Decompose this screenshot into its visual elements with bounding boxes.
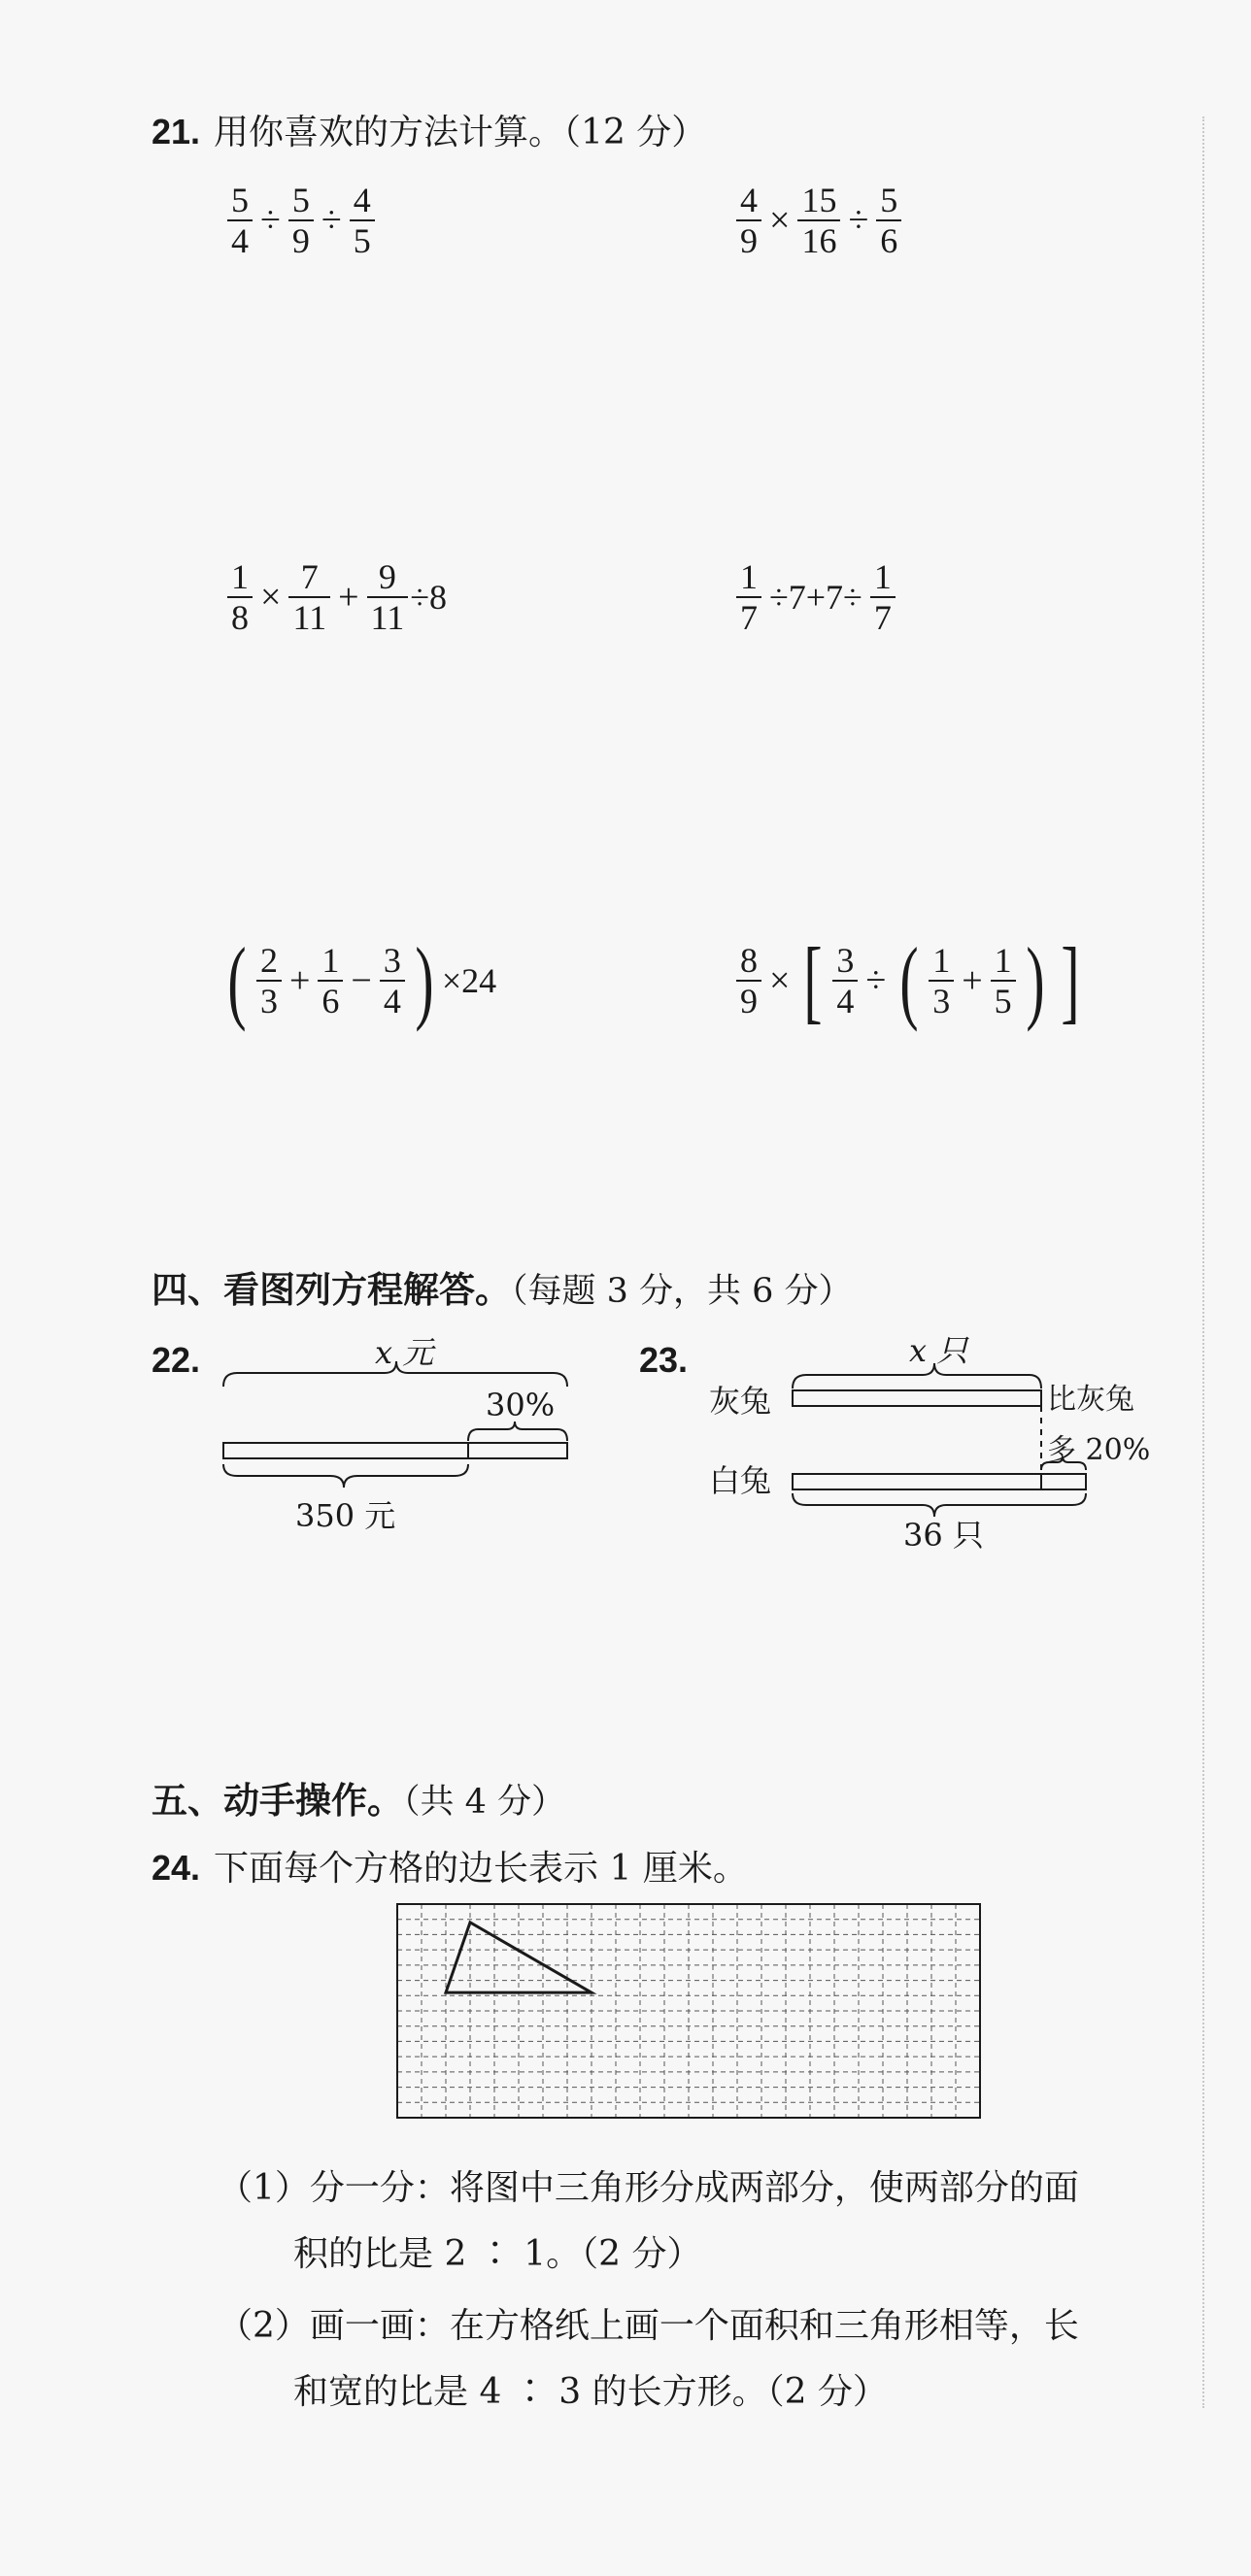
left-bracket: [ (803, 928, 824, 1032)
right-paren: ) (415, 928, 434, 1032)
operator: × (769, 200, 791, 241)
fraction: $\frac{5}{4}$ (227, 181, 253, 260)
q23-side-label-2: 多 20% (1047, 1433, 1151, 1467)
section-5-heading (152, 1771, 565, 1823)
fraction: $\frac{9}{11}$ (367, 557, 409, 637)
q23-number-block (639, 1340, 701, 1381)
section-4-heading (152, 1260, 853, 1313)
operator: − (351, 960, 372, 1001)
fraction: $\frac{4}{9}$ (736, 181, 761, 260)
q23-grey-bar (793, 1390, 1041, 1406)
q24-number: 24. (152, 1848, 201, 1888)
q22-number: 22. (152, 1340, 201, 1380)
q21-expression-2 (734, 181, 903, 260)
fraction: $\frac{1}{7}$ (870, 557, 896, 637)
expression-tail: ÷8 (410, 578, 447, 617)
fraction: $\frac{2}{3}$ (256, 941, 282, 1020)
operator: ÷ (865, 960, 887, 1001)
q23-side-label-1: 比灰兔 (1047, 1383, 1134, 1417)
q24-part1-line2: 积的比是 2 ∶ 1。（2 分） (293, 2234, 702, 2274)
operator: ÷ (321, 200, 342, 241)
operator: ÷ (848, 200, 869, 241)
expression-middle: ÷7+7÷ (769, 578, 862, 617)
fraction: $\frac{15}{16}$ (797, 181, 840, 260)
grid-paper[interactable] (396, 1903, 981, 2119)
fraction: $\frac{3}{4}$ (380, 941, 405, 1020)
fraction: $\frac{1}{3}$ (929, 941, 954, 1020)
fraction: $\frac{5}{9}$ (288, 181, 314, 260)
operator: × (769, 960, 791, 1001)
q22-bottom-label: 350 元 (295, 1497, 396, 1534)
q21-expression-6 (734, 928, 1088, 1032)
section-5-note: （共 4 分） (403, 1783, 566, 1822)
fraction: $\frac{1}{5}$ (991, 941, 1016, 1020)
operator: + (962, 960, 983, 1001)
q24-heading (152, 1841, 748, 1890)
fraction: $\frac{1}{6}$ (318, 941, 343, 1020)
q23-number: 23. (639, 1340, 689, 1380)
fraction: $\frac{1}{7}$ (736, 557, 761, 637)
operator: + (288, 960, 311, 1001)
q22-top-label: x 元 (375, 1334, 434, 1371)
operator: + (338, 577, 359, 618)
left-paren: ( (899, 928, 919, 1032)
q22-part-label: 30% (486, 1387, 556, 1423)
section-4-note: （每题 3 分，共 6 分） (511, 1272, 853, 1311)
q21-title: 用你喜欢的方法计算。（12 分） (214, 113, 707, 152)
expression-tail: ×24 (441, 961, 497, 1000)
q21-expression-4 (734, 557, 897, 637)
q22-part-brace (468, 1422, 567, 1441)
q24-title: 下面每个方格的边长表示 1 厘米。 (214, 1849, 748, 1889)
left-paren: ( (227, 928, 247, 1032)
q21-heading (152, 105, 706, 154)
fraction: $\frac{7}{11}$ (288, 557, 330, 637)
section-4-title: 四、看图列方程解答。 (152, 1269, 511, 1311)
q24-part2-line1: （2）画一画：在方格纸上画一个面积和三角形相等，长 (218, 2306, 1079, 2346)
fraction: $\frac{1}{8}$ (227, 557, 253, 637)
right-bracket: ] (1061, 928, 1080, 1032)
q21-expression-1 (225, 181, 377, 260)
q22-number-block (152, 1340, 214, 1381)
fraction: $\frac{8}{9}$ (736, 941, 761, 1020)
q24-part1-line1: （1）分一分：将图中三角形分成两部分，使两部分的面 (218, 2168, 1079, 2208)
q22-bottom-brace (223, 1464, 468, 1488)
q21-expression-3 (225, 557, 447, 637)
q22-bar (223, 1443, 567, 1458)
q23-bottom-label: 36 只 (903, 1517, 984, 1554)
q23-top-label: x 只 (909, 1332, 968, 1369)
fraction: $\frac{4}{5}$ (350, 181, 375, 260)
q21-number: 21. (152, 112, 201, 151)
fraction: $\frac{5}{6}$ (876, 181, 901, 260)
q23-row2-label: 白兔 (709, 1462, 772, 1499)
operator: × (260, 577, 282, 618)
q24-part2-line2: 和宽的比是 4 ∶ 3 的长方形。（2 分） (293, 2372, 888, 2412)
q21-expression-5 (220, 928, 497, 1032)
section-5-title: 五、动手操作。 (152, 1780, 403, 1822)
right-paren: ) (1026, 928, 1045, 1032)
operator: ÷ (260, 200, 281, 241)
fraction: $\frac{3}{4}$ (832, 941, 858, 1020)
q23-row1-label: 灰兔 (709, 1383, 772, 1420)
page-edge-line (1202, 117, 1204, 2408)
